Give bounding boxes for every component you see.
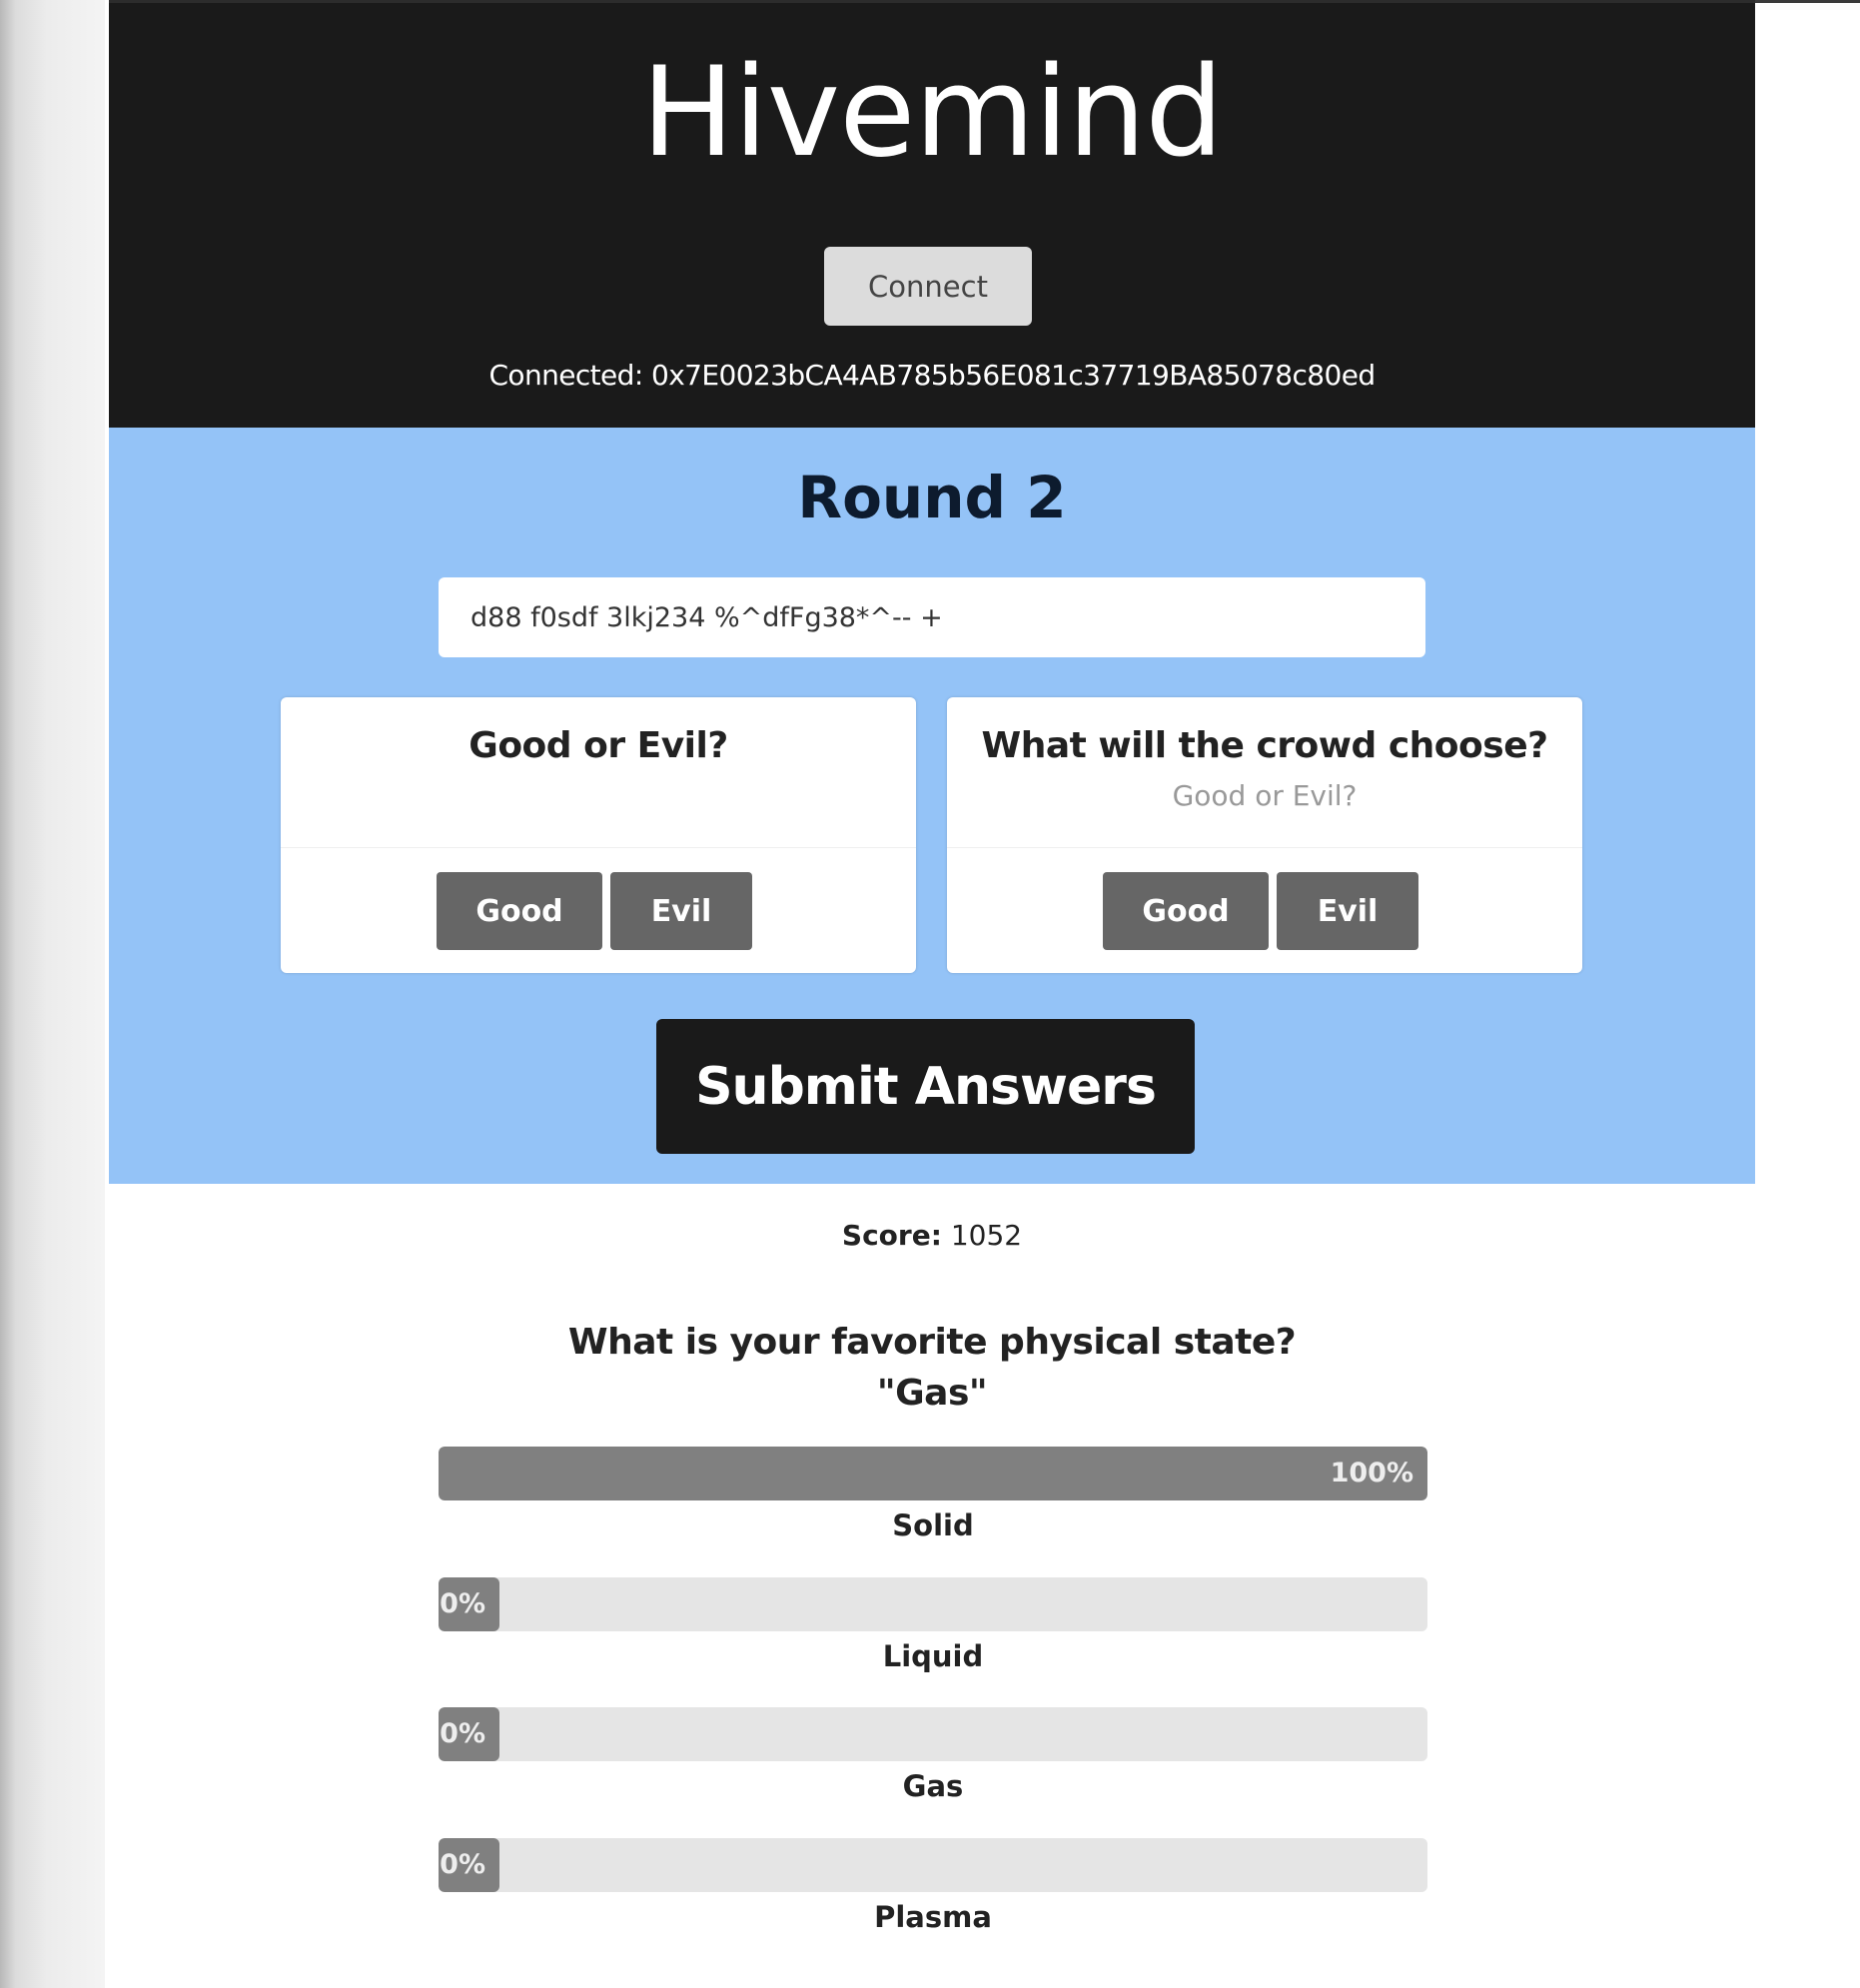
results-question <box>109 1317 1755 1419</box>
connected-address: Connected: 0x7E0023bCA4AB785b56E081c37719BA85078c80ed <box>488 359 1376 392</box>
crowd-evil-button[interactable]: Evil <box>1277 872 1418 950</box>
result-item-gas <box>439 1707 1427 1822</box>
progress-percent: 0% <box>440 1849 485 1880</box>
card-subtitle: Good or Evil? <box>1172 779 1358 812</box>
progress-track <box>439 1447 1427 1500</box>
round-panel <box>109 428 1755 1184</box>
connect-button[interactable]: Connect <box>824 247 1032 326</box>
card-divider <box>947 847 1582 848</box>
evil-button[interactable]: Evil <box>610 872 752 950</box>
result-label: Gas <box>902 1769 964 1803</box>
question-text: What is your favorite physical state? <box>567 1322 1297 1363</box>
header <box>109 0 1755 428</box>
crowd-choice-card <box>947 697 1582 973</box>
card-divider <box>281 847 916 848</box>
left-edge-shadow <box>0 0 105 1988</box>
progress-percent: 0% <box>440 1718 485 1749</box>
submit-answers-button[interactable]: Submit Answers <box>656 1019 1195 1154</box>
round-title: Round 2 <box>797 464 1067 531</box>
score <box>109 1219 1755 1252</box>
progress-percent: 0% <box>440 1588 485 1619</box>
top-edge-line <box>1754 0 1860 3</box>
result-item-liquid <box>439 1577 1427 1692</box>
progress-fill <box>439 1447 1427 1500</box>
progress-fill <box>439 1707 499 1761</box>
progress-percent: 100% <box>1330 1458 1413 1489</box>
card-title: What will the crowd choose? <box>981 725 1548 766</box>
question-answer: "Gas" <box>876 1373 988 1414</box>
score-label: Score: <box>841 1219 942 1252</box>
result-item-plasma <box>439 1838 1427 1953</box>
result-label: Plasma <box>874 1900 992 1934</box>
progress-fill <box>439 1838 499 1892</box>
good-button[interactable]: Good <box>437 872 602 950</box>
app-title: Hivemind <box>641 41 1223 185</box>
good-evil-card <box>281 697 916 973</box>
result-label: Solid <box>892 1508 974 1542</box>
result-item-solid <box>439 1447 1427 1561</box>
word-input[interactable] <box>439 577 1425 657</box>
score-value: 1052 <box>950 1219 1023 1252</box>
progress-track <box>439 1577 1427 1631</box>
crowd-good-button[interactable]: Good <box>1103 872 1269 950</box>
result-label: Liquid <box>882 1639 984 1673</box>
progress-track <box>439 1707 1427 1761</box>
progress-track <box>439 1838 1427 1892</box>
hivemind-app <box>109 0 1755 1988</box>
card-title: Good or Evil? <box>468 725 728 766</box>
progress-fill <box>439 1577 499 1631</box>
